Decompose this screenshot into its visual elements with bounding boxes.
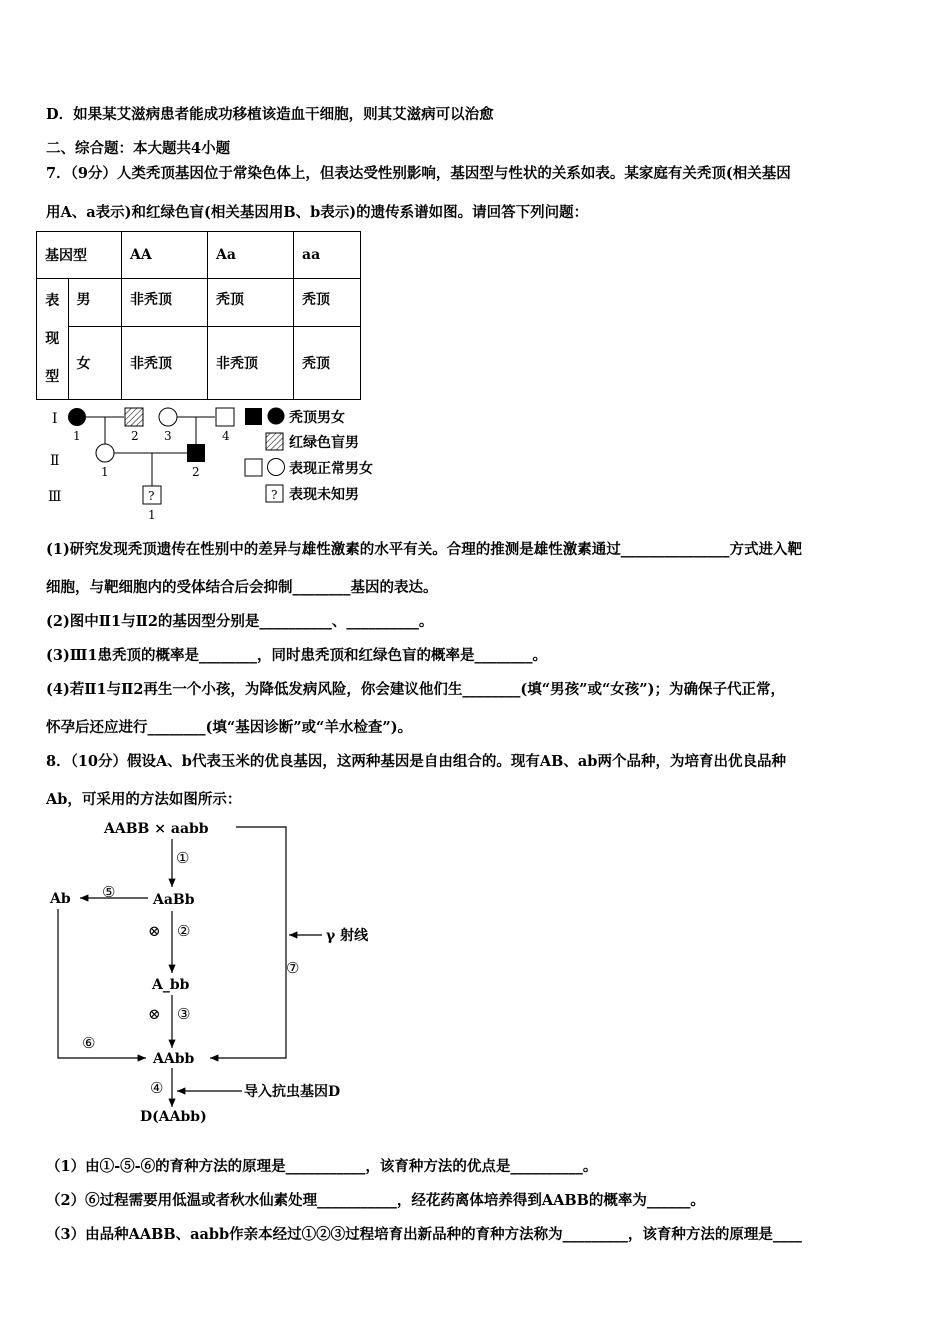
legend-label: 表现正常男女 xyxy=(289,461,373,477)
q7-stem-2: 用A、a表示)和红绿色盲(相关基因用B、b表示)的遗传系谱如图。请回答下列问题： xyxy=(46,204,589,221)
selfing-symbol: ⊗ xyxy=(148,922,161,940)
flow-abb: A_bb xyxy=(152,977,190,993)
option-d: D．如果某艾滋病患者能成功移植该造血干细胞，则其艾滋病可以治愈 xyxy=(46,106,494,123)
table-cell: 非秃顶 xyxy=(208,327,294,400)
legend-bald-male-icon xyxy=(245,408,262,425)
pedigree-i1-female-bald xyxy=(68,408,86,426)
flow-gene: 导入抗虫基因D xyxy=(244,1084,341,1100)
pedigree-i2-male-colorblind xyxy=(125,408,143,426)
q8-part2: （2）⑥过程需要用低温或者秋水仙素处理___________，经花药离体培养得到AABB的概率为______。 xyxy=(46,1192,705,1209)
pedigree-i3-female-normal xyxy=(159,408,177,426)
pedigree-ii1-female-normal xyxy=(96,444,114,462)
step-7: ⑦ xyxy=(286,959,300,977)
legend-label: 红绿色盲男 xyxy=(289,435,359,451)
pedigree-number: 2 xyxy=(131,429,139,443)
table-header: aa xyxy=(294,232,361,279)
step-2: ② xyxy=(177,922,191,940)
breeding-flowchart xyxy=(40,815,400,1133)
generation-label: I xyxy=(52,411,58,427)
legend-normal-female-icon xyxy=(268,459,285,476)
q7-part3: (3)Ⅲ1患秃顶的概率是________，同时患秃顶和红绿色盲的概率是________。 xyxy=(46,647,548,664)
table-cell: 非秃顶 xyxy=(122,279,208,327)
selfing-symbol: ⊗ xyxy=(148,1005,161,1023)
q7-part4-a: (4)若Ⅱ1与Ⅱ2再生一个小孩，为降低发病风险，你会建议他们生________(填“男孩”或“女孩”)；为确保子代正常， xyxy=(46,681,786,698)
legend-colorblind-icon xyxy=(266,433,283,450)
q8-part3: （3）由品种AABB、aabb作亲本经过①②③过程培育出新品种的育种方法称为_________，该育种方法的原理是____ xyxy=(46,1226,802,1243)
table-header: AA xyxy=(122,232,208,279)
legend-unknown-mark: ? xyxy=(271,488,278,502)
table-cell: 秃顶 xyxy=(294,327,361,400)
generation-label: Ⅱ xyxy=(50,453,60,469)
pedigree-unknown-mark: ? xyxy=(148,489,155,503)
table-side-char: 现 xyxy=(45,331,60,347)
step-6: ⑥ xyxy=(82,1034,96,1052)
legend-bald-female-icon xyxy=(268,408,285,425)
table-cell: 非秃顶 xyxy=(122,327,208,400)
table-header: Aa xyxy=(208,232,294,279)
q8-stem-1: 8．（10分）假设A、b代表玉米的优良基因，这两种基因是自由组合的。现有AB、ab两个品种，为培育出优良品种 xyxy=(46,753,786,770)
table-cell: 女 xyxy=(68,327,121,400)
pedigree-number: 3 xyxy=(164,429,172,443)
q7-stem-1: 7．（9分）人类秃顶基因位于常染色体上，但表达受性别影响，基因型与性状的关系如表。某家庭有关秃顶(相关基因 xyxy=(46,165,791,182)
flow-d: D(AAbb) xyxy=(140,1109,207,1125)
q7-part4-b: 怀孕后还应进行________(填“基因诊断”或“羊水检查”)。 xyxy=(46,719,413,736)
table-cell: 男 xyxy=(68,279,121,327)
genotype-table xyxy=(36,231,361,400)
pedigree-number: 1 xyxy=(148,508,156,521)
q8-part1: （1）由①-⑤-⑥的育种方法的原理是___________，该育种方法的优点是__________。 xyxy=(46,1158,598,1175)
table-side-label xyxy=(37,279,69,400)
table-cell: 秃顶 xyxy=(294,279,361,327)
pedigree-number: 1 xyxy=(73,429,81,443)
pedigree-number: 4 xyxy=(222,429,230,443)
flow-aabb: AaBb xyxy=(153,892,195,908)
generation-label: Ⅲ xyxy=(48,489,62,505)
legend-label: 表现未知男 xyxy=(289,487,359,503)
flow-ab: Ab xyxy=(50,891,71,907)
step-5: ⑤ xyxy=(102,883,116,901)
q8-stem-2: Ab，可采用的方法如图所示： xyxy=(46,791,242,808)
pedigree-chart xyxy=(40,403,400,521)
section-heading: 二、综合题：本大题共4小题 xyxy=(46,140,231,157)
pedigree-number: 1 xyxy=(101,465,109,479)
legend-normal-male-icon xyxy=(245,459,262,476)
pedigree-number: 2 xyxy=(192,465,200,479)
table-cell: 秃顶 xyxy=(208,279,294,327)
flow-cross: AABB × aabb xyxy=(104,821,209,837)
q7-part1-b: 细胞，与靶细胞内的受体结合后会抑制________基因的表达。 xyxy=(46,579,438,596)
flow-aabb-final: AAbb xyxy=(153,1051,195,1067)
table-side-char: 型 xyxy=(45,369,60,385)
table-header: 基因型 xyxy=(37,232,122,279)
pedigree-i4-male-normal xyxy=(216,408,234,426)
flow-gamma: γ 射线 xyxy=(326,928,369,944)
step-1: ① xyxy=(176,849,190,867)
q7-part2: (2)图中Ⅱ1与Ⅱ2的基因型分别是__________、__________。 xyxy=(46,613,434,630)
pedigree-ii2-male-bald xyxy=(187,444,205,462)
step-3: ③ xyxy=(177,1005,191,1023)
step-4: ④ xyxy=(150,1079,164,1097)
q7-part1-a: (1)研究发现秃顶遗传在性别中的差异与雄性激素的水平有关。合理的推测是雄性激素通过_______________方式进入靶 xyxy=(46,541,803,558)
table-side-char: 表 xyxy=(45,293,60,309)
legend-label: 秃顶男女 xyxy=(289,410,345,426)
